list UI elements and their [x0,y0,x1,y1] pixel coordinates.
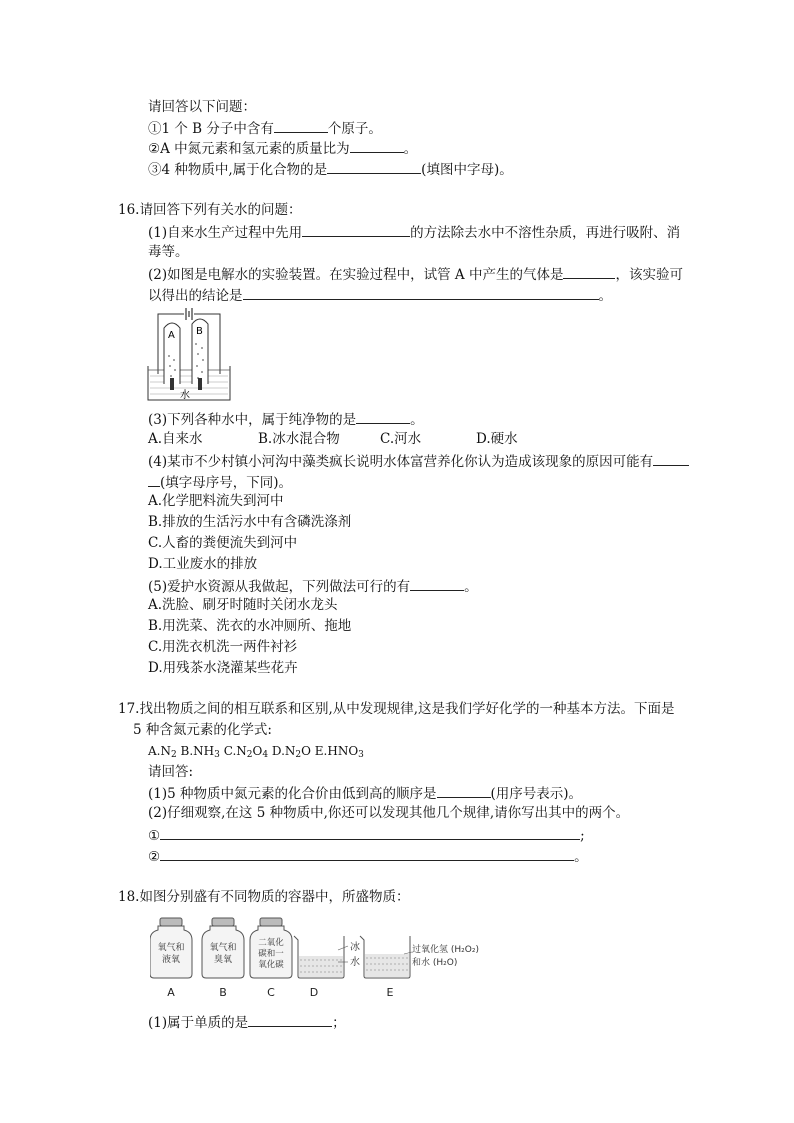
tube-a-label: A [168,330,175,341]
bottle-b [202,918,244,999]
option[interactable]: D.用残茶水浇灌某些花卉 [148,660,298,676]
q18-p1: (1)属于单质的是 ； [148,1012,346,1032]
q17-title: 17.找出物质之间的相互联系和区别,从中发现规律,这是我们学好化学的一种基本方法。下面是 [118,701,675,717]
q17-title-cont: 5 种含氮元素的化学式: [133,722,272,738]
q16-p1: (1)自来水生产过程中先用 的方法除去水中不溶性杂质，再进行吸附、消 [148,222,680,242]
answer-blank[interactable] [350,138,404,153]
answer-blank[interactable] [327,159,421,174]
option[interactable]: C.人畜的粪便流失到河中 [148,535,298,551]
q17-p2: (2)仔细观察,在这 5 种物质中,你还可以发现其他几个规律,请你写出其中的两个。 [148,805,630,821]
answer-blank[interactable] [274,118,328,133]
bottle-a-text-1: 氧气和 [157,943,185,953]
q17-c2: ② 。 [148,846,588,866]
bottle-c-text-3: 氧化碳 [258,960,284,970]
answer-blank[interactable] [356,409,410,424]
q15-line1: ①1 个 B 分子中含有 个原子。 [148,118,382,138]
q16-p2-cont: 以得出的结论是 。 [148,285,612,305]
bottle-a-label: A [167,986,175,999]
option[interactable]: C.河水 [380,431,422,447]
q17-c1: ① ; [148,825,585,845]
option[interactable]: B.用洗菜、洗衣的水冲厕所、拖地 [148,618,352,634]
q17-ask: 请回答: [148,764,194,780]
q16-p4-cont: (填字母序号，下同)。 [148,472,292,492]
bottle-b-label: B [219,986,227,999]
option[interactable]: C.用洗衣机洗一两件衬衫 [148,639,298,655]
q17-formulas: $A.N_2$ $B.NH_3$ $C.N_2O_4$ $D.N_2O$ $E.HNO_3$ [148,744,364,760]
bottle-a [150,918,192,999]
beaker-d-text-1: 冰 [350,942,360,953]
q16-p3-options [148,430,518,448]
beaker-e-text-1: 过氧化氢 (H₂O₂) [412,945,479,955]
beaker-d [294,936,360,999]
q16-p4: (4)某市不少村镇小河沟中藻类疯长说明水体富营养化你认为造成该现象的原因可能有 [148,451,689,471]
q15-intro: 请回答以下问题： [148,99,256,115]
beaker-d-label: D [309,986,319,999]
option[interactable]: B.冰水混合物 [258,431,340,447]
q15-line2: ②A 中氮元素和氢元素的质量比为 。 [148,138,417,158]
bottle-c [250,918,292,999]
option[interactable]: B.排放的生活污水中有含磷洗涤剂 [148,514,352,530]
bottle-c-text-2: 碳和一 [258,949,284,959]
option[interactable]: A.自来水 [148,431,203,447]
tube-b-label: B [196,326,203,337]
water-label: 水 [180,390,190,401]
answer-blank[interactable] [148,472,160,487]
beaker-e [360,936,479,999]
option[interactable]: A.洗脸、刷牙时随时关闭水龙头 [148,597,338,613]
bottle-a-text-2: 液氧 [161,955,181,965]
answer-blank[interactable] [437,783,491,798]
option[interactable]: D.硬水 [476,431,518,447]
q16-p1-cont: 毒等。 [148,244,189,260]
q16-p5: (5)爱护水资源从我做起，下列做法可行的有 。 [148,576,478,596]
beaker-e-label: E [386,986,394,999]
q17-p1: (1)5 种物质中氮元素的化合价由低到高的顺序是 (用序号表示)。 [148,783,582,803]
answer-blank[interactable] [302,222,410,237]
q18-title: 18.如图分别盛有不同物质的容器中，所盛物质： [118,889,410,905]
q16-title: 16.请回答下列有关水的问题： [118,202,302,218]
answer-blank[interactable] [563,264,615,279]
q15-line3: ③4 种物质中,属于化合物的是 (填图中字母)。 [148,159,513,179]
beaker-e-text-2: 和水 (H₂O) [412,958,458,968]
q16-p3: (3)下列各种水中，属于纯净物的是 。 [148,409,424,429]
bottle-b-text-2: 臭氧 [213,955,233,965]
answer-blank[interactable] [248,1012,332,1027]
bottle-c-label: C [267,986,275,999]
answer-blank[interactable] [160,846,574,861]
bottle-b-text-1: 氧气和 [209,943,237,953]
answer-blank[interactable] [243,285,599,300]
answer-blank[interactable] [160,825,580,840]
option[interactable]: A.化学肥料流失到河中 [148,493,284,509]
beaker-d-text-2: 水 [350,957,360,968]
q16-p2: (2)如图是电解水的实验装置。在实验过程中，试管 A 中产生的气体是 ，该实验可 [148,264,683,284]
option[interactable]: D.工业废水的排放 [148,556,258,572]
electrolysis-apparatus-figure [146,304,232,404]
bottle-c-text-1: 二氧化 [258,938,284,948]
answer-blank[interactable] [653,451,689,466]
answer-blank[interactable] [410,576,464,591]
containers-figure [150,916,480,1002]
